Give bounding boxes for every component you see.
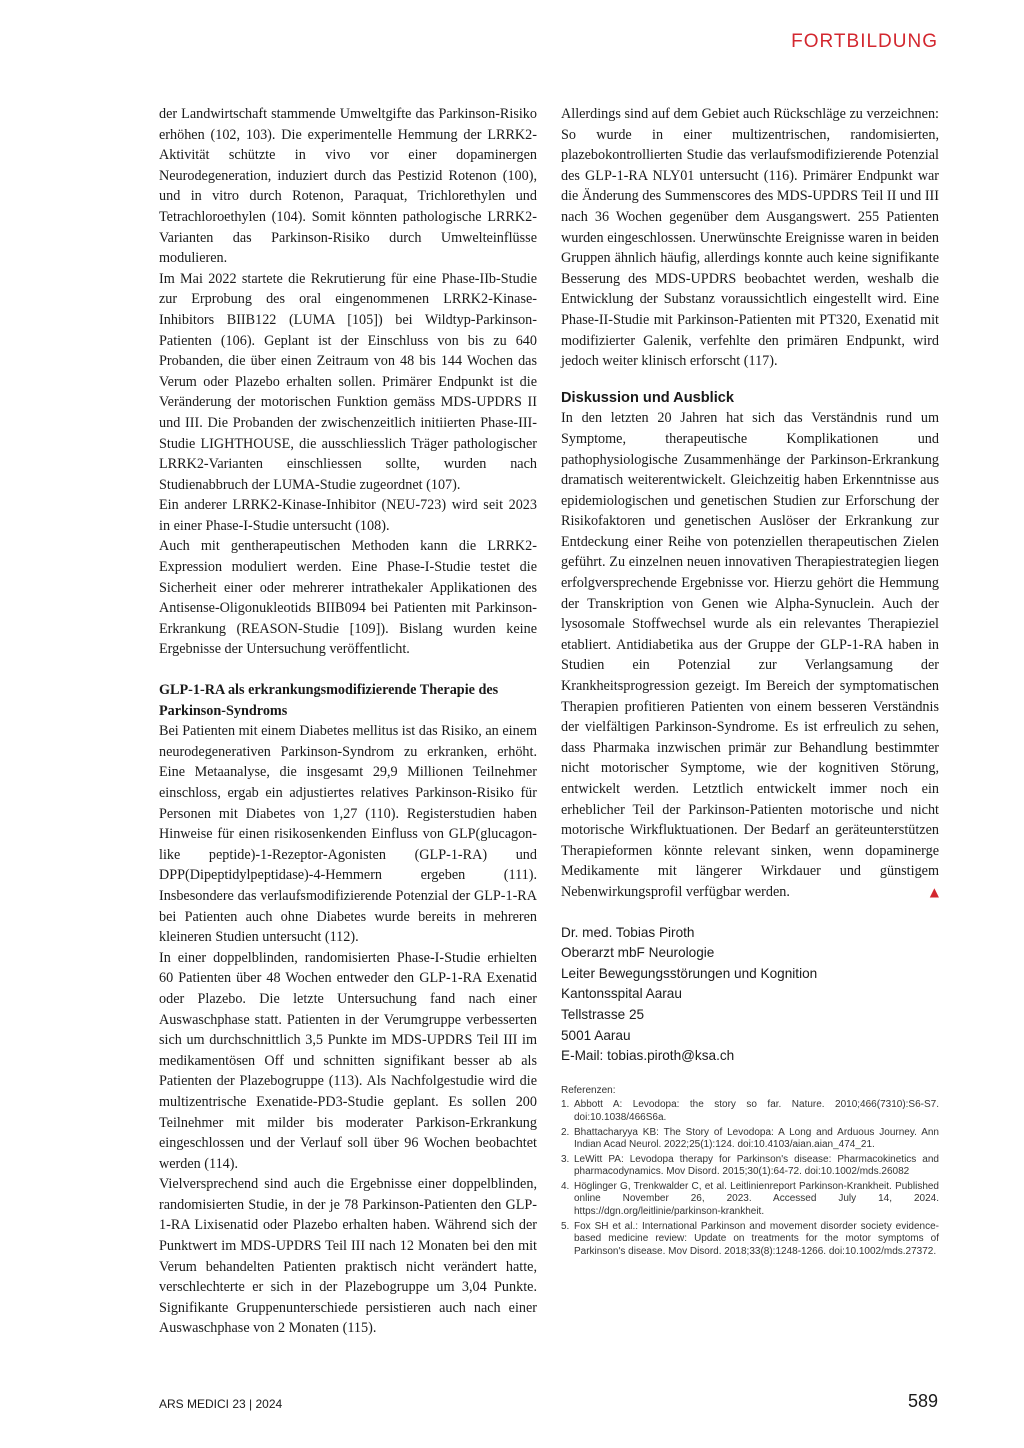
reference-text: Fox SH et al.: International Parkinson and movement disorder society evidence-based medicine review: Update on treatments for the motor symptoms of Parkinson's disease. Mov Disord. 2018;33(8):1248-1266. doi:10.1002/mds.27372. [574,1220,939,1257]
author-role: Leiter Bewegungsstörungen und Kognition [561,965,818,981]
paragraph: Auch mit gentherapeutischen Methoden kann die LRRK2-Expression moduliert werden. Eine Phase-I-Studie testet die Sicherheit einer oder mehrerer intrathekaler Applikationen des Antisense-Oligonukleotids BIIB094 bei Patienten mit Parkinson-Erkrankung (REASON-Studie [109]). Bislang wurden keine Ergebnisse der Untersuchung veröffentlicht. [159,538,537,658]
reference-item [561,1099,939,1124]
reference-number: 4. [561,1180,570,1192]
left-column [159,104,537,1339]
paragraph: Vielversprechend sind auch die Ergebnisse einer doppelblinden, randomisierten Studie, in der je 78 Parkinson-Patienten den GLP-1-RA Lixisenatid oder Plazebo erhalten haben. Während sich der Punktwert im MDS-UPDRS Teil III nach 12 Monaten bei den mit Verum behandelten Patienten praktisch nicht verändert hatte, verschlechterte er sich in der Plazebogruppe um 3,04 Punkte. Signifikante Gruppenunterschiede persistieren auch nach einer Auswaschphase von 2 Monaten (115). [159,1176,537,1337]
page-number: 589 [907,1391,938,1411]
reference-text: Bhattacharyya KB: The Story of Levodopa: A Long and Arduous Journey. Ann Indian Acad Neurol. 2022;25(1):124. doi:10.4103/aian.aian_474_21. [574,1126,939,1151]
subsection-heading: GLP-1-RA als erkrankungsmodifizierende Therapie des Parkinson-Syndroms [159,682,499,719]
author-block [561,923,939,1067]
reference-text: LeWitt PA: Levodopa therapy for Parkinson's disease: Pharmacokinetics and pharmacodynamics. Mov Disord. 2015;30(1):64-72. doi:10.1002/mds.26082 [574,1153,939,1178]
references-title: Referenzen: [561,1084,616,1096]
reference-item [561,1127,939,1152]
paragraph-text: In den letzten 20 Jahren hat sich das Verständnis rund um Symptome, therapeutische Komplikationen und pathophysiologische Zusammenhänge der Parkinson-Erkrankung dramatisch weiterentwickelt. Gleichzeitig haben Erkenntnisse aus epidemiologischen und genetischen Studien zur Erforschung der Risikofaktoren und genetischen Auslöser der Erkrankung zur Entdeckung einer Reihe von potenziellen therapeutischen Zielen geführt. Zu einzelnen neuen innovativen Therapiestrategien liegen erfolgversprechende Ergebnisse vor. Hierzu gehört die Hemmung der Transkription von Genen wie Alpha-Synuclein. Auch der lysosomale Stoffwechsel wurde als ein relevantes Therapieziel etabliert. Antidiabetika aus der Gruppe der GLP-1-RA haben in Studien ein Potenzial zur Verlangsamung der Krankheitsprogression gezeigt. Im Bereich der symptomatischen Therapien profitieren Patienten von einem besseren Verständnis der vielfältigen Parkinson-Syndrome. Es ist erfreulich zu sehen, dass Pharmaka inzwischen primär zur Behandlung bestimmter nicht motorischer Symptome, wie der kognitiven Störung, entwickelt werden. Letztlich entwickelt immer noch ein erheblicher Teil der Parkinson-Patienten motorische und nicht motorische Wirkfluktuationen. Der Bedarf an geräteunterstützen Therapieformen könnte relevant sinken, wenn dopaminerge Medikamente mit längerer Wirkdauer und günstigem Nebenwirkungsprofil verfügbar werden. [561,410,939,900]
reference-number: 1. [561,1099,570,1111]
author-name: Dr. med. Tobias Piroth [561,924,695,940]
paragraph: Bei Patienten mit einem Diabetes mellitus ist das Risiko, an einem neurodegenerativen Parkinson-Syndrom zu erkranken, erhöht. Eine Metaanalyse, die insgesamt 29,9 Millionen Teilnehmer einschloss, ergab ein adjustiertes relatives Parkinson-Risiko für Personen mit Diabetes von 1,27 (110). Registerstudien haben Hinweise für einen risikosenkenden Einfluss von GLP(glucagon-like peptide)-1-Rezeptor-Agonisten (GLP-1-RA) und DPP(Dipeptidylpeptidase)-4-Hemmern ergeben (111). Insbesondere das verlaufsmodifizierende Potenzial der GLP-1-RA bei Patienten auch ohne Diabetes wurde bereits in mehreren kleineren Studien untersucht (112). [159,723,537,946]
end-of-article-triangle-icon: ▲ [929,884,939,899]
reference-text: Höglinger G, Trenkwalder C, et al. Leitlinienreport Parkinson-Krankheit. Published online November 26, 2023. Accessed July 14, 2024. https://dgn.org/leitlinie/parkinson-krankheit. [574,1180,939,1218]
paragraph: der Landwirtschaft stammende Umweltgifte das Parkinson-Risiko erhöhen (102, 103). Die experimentelle Hemmung der LRRK2-Aktivität schützte in vivo vor einer dopaminergen Neurodegeneration, induziert durch das Pestizid Rotenon (100), und in vitro durch Rotenon, Paraquat, Trichlorethylen und Tetrachloroethylen (104). Somit könnten pathologische LRRK2-Varianten das Parkinson-Risiko durch Umwelteinflüsse modulieren. [159,106,537,267]
author-email: E-Mail: tobias.piroth@ksa.ch [561,1048,735,1064]
references [561,1085,939,1259]
reference-item [561,1181,939,1219]
reference-number: 3. [561,1153,570,1165]
journal-issue: ARS MEDICI 23 | 2024 [159,1397,283,1411]
reference-text: Abbott A: Levodopa: the story so far. Nature. 2010;466(7310):S6-S7. doi:10.1038/466S6a. [574,1099,939,1123]
paragraph: Im Mai 2022 startete die Rekrutierung für eine Phase-IIb-Studie zur Erprobung des oral eingenommenen LRRK2-Kinase-Inhibitors BIIB122 (LUMA [105]) bei Wildtyp-Parkinson-Patienten (106). Geplant ist der Einschluss von bis zu 640 Probanden, die über einen Zeitraum von 48 bis 144 Wochen das Verum oder Plazebo erhalten sollen. Primärer Endpunkt ist die Veränderung der motorischen Funktion gemäss MDS-UPDRS II und III. Die Probanden der zwischenzeitlich initiierten Phase-III-Studie LIGHTHOUSE, die ausschliesslich Träger pathologischer LRRK2-Varianten einschliessen sollte, wurden nach Studienabbruch der LUMA-Studie zugeordnet (107). [159,270,537,493]
author-position: Oberarzt mbF Neurologie [561,945,715,961]
paragraph: Ein anderer LRRK2-Kinase-Inhibitor (NEU-723) wird seit 2023 in einer Phase-I-Studie untersucht (108). [159,497,537,534]
section-heading: Diskussion und Ausblick [561,389,734,406]
paragraph: In einer doppelblinden, randomisierten Phase-I-Studie erhielten 60 Patienten über 48 Wochen entweder den GLP-1-RA Exenatid oder Plazebo. Die letzte Untersuchung fand nach einer Auswaschphase statt. Patienten in der Verumgruppe verbesserten sich um durchschnittlich 3,5 Punkte im MDS-UPDRS Teil III im medikamentösen Off und schnitten signifikant besser ab als Patienten der Plazebogruppe (113). Als Nachfolgestudie wird die multizentrische Exenatide-PD3-Studie geplant. Es sollen 200 Teilnehmer mit milder bis moderater Parkison-Erkrankung eingeschlossen und der Verlauf soll über 96 Wochen beobachtet werden (114). [159,949,537,1172]
reference-number: 5. [561,1220,570,1232]
right-column [561,104,939,1258]
paragraph [561,408,939,902]
author-institution: Kantonsspital Aarau [561,986,682,1002]
reference-item [561,1154,939,1179]
author-city: 5001 Aarau [561,1027,631,1043]
author-street: Tellstrasse 25 [561,1006,645,1022]
paragraph: Allerdings sind auf dem Gebiet auch Rückschläge zu verzeichnen: So wurde in einer multizentrischen, randomisierten, plazebokontrollierten Studie das verlaufsmodifizierende Potenzial des GLP-1-RA NLY01 untersucht (116). Primärer Endpunkt war die Änderung des Summenscores des MDS-UPDRS Teil II und III nach 36 Wochen gegenüber dem Ausgangswert. 255 Patienten wurden eingeschlossen. Unerwünschte Ereignisse waren in beiden Gruppen ähnlich häufig, allerdings konnte auch keine signifikante Besserung des MDS-UPDRS beobachtet werden, weshalb die Entwicklung der Substanz voraussichtlich eingestellt wird. Eine Phase-II-Studie mit Parkinson-Patienten mit PT320, Exenatid mit modifizierter Galenik, verfehlte den primären Endpunkt, wird jedoch weiter klinisch erforscht (117). [561,106,939,370]
section-label: FORTBILDUNG [791,31,938,52]
reference-number: 2. [561,1126,570,1138]
reference-item [561,1221,939,1259]
